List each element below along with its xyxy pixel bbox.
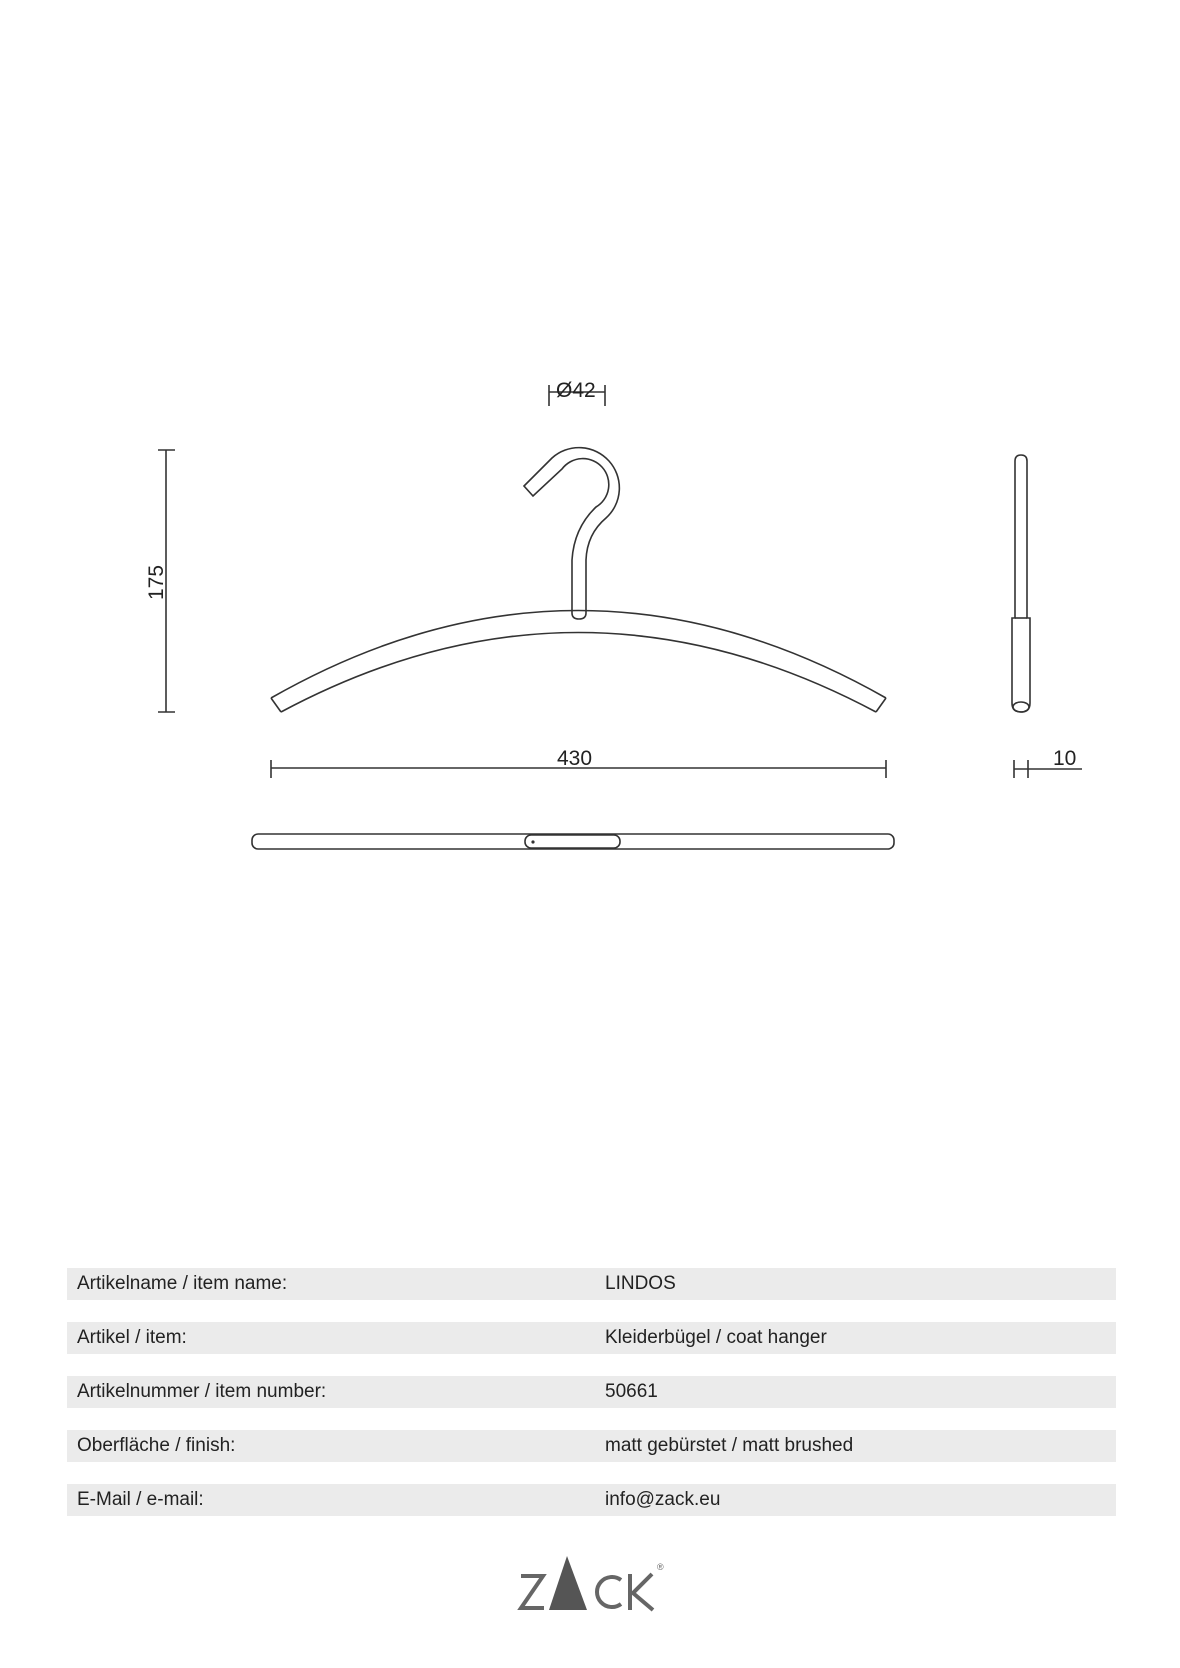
info-label: Oberfläche / finish: [77, 1435, 236, 1456]
registered-mark: ® [657, 1562, 664, 1572]
info-row-email [67, 1484, 1116, 1516]
thickness-label: 10 [1053, 747, 1077, 770]
hanger-top-view [252, 834, 894, 849]
info-label: Artikel / item: [77, 1327, 187, 1348]
info-row-item-number [67, 1376, 1116, 1408]
info-row-item [67, 1322, 1116, 1354]
zack-logo [515, 1550, 675, 1614]
height-label: 175 [145, 564, 168, 600]
info-value: 50661 [605, 1381, 658, 1402]
hanger-front-view [271, 448, 886, 712]
hanger-side-view [1012, 455, 1030, 712]
info-value: matt gebürstet / matt brushed [605, 1435, 854, 1456]
info-row-item-name [67, 1268, 1116, 1300]
info-value: LINDOS [605, 1273, 676, 1294]
width-label: 430 [557, 747, 593, 770]
info-value: Kleiderbügel / coat hanger [605, 1327, 827, 1348]
hook-diameter-label: Ø42 [556, 379, 596, 402]
info-label: Artikelnummer / item number: [77, 1381, 327, 1402]
info-label: Artikelname / item name: [77, 1273, 288, 1294]
product-info-table [67, 1268, 1116, 1538]
info-row-finish [67, 1430, 1116, 1462]
info-label: E-Mail / e-mail: [77, 1489, 204, 1510]
info-value: info@zack.eu [605, 1489, 721, 1510]
